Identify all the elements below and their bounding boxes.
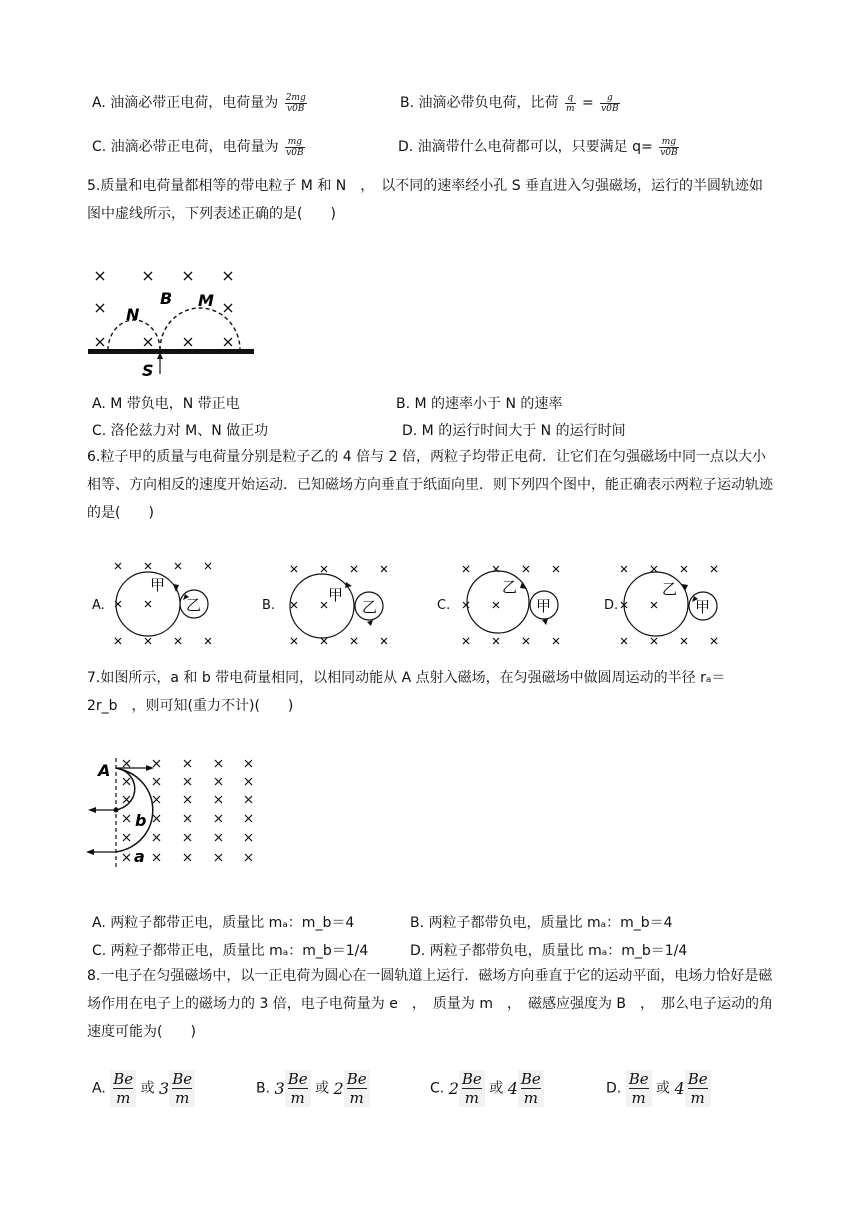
q8-option-a[interactable] (92, 1070, 195, 1107)
q8-d-frac1: $\frac{Be}{m}$ (626, 1070, 652, 1107)
q6-d-yi: 乙 (662, 580, 678, 598)
q5-option-c[interactable]: C. 洛伦兹力对 M、N 做正功 (92, 423, 269, 439)
q5-label-b: B (160, 289, 173, 308)
q8-b-frac1: $\frac{Be}{m}$ (285, 1070, 311, 1107)
q8-b-frac2: $\frac{Be}{m}$ (344, 1070, 370, 1107)
q8-d-frac2: $\frac{Be}{m}$ (685, 1070, 711, 1107)
q7-figure (86, 754, 266, 870)
q4-option-a-fraction: $\frac{2mg}{v0B}$ (285, 92, 306, 114)
q8-b-coef2: 2 (333, 1079, 344, 1098)
q5-option-d[interactable]: D. M 的运行时间大于 N 的运行时间 (402, 423, 626, 439)
q8-c-frac2: $\frac{Be}{m}$ (518, 1070, 544, 1107)
q5-stem: 5.质量和电荷量都相等的带电粒子 M 和 N ， 以不同的速率经小孔 S 垂直进入匀强磁场，运行的半圆轨迹如图中虚线所示，下列表述正确的是( ) (87, 178, 764, 222)
q6-b-jia: 甲 (328, 586, 344, 604)
q5-label-n: N (126, 305, 140, 324)
q8-a-frac1: $\frac{Be}{m}$ (110, 1070, 136, 1107)
q8-option-d[interactable] (606, 1070, 711, 1107)
q5-label-s: S (142, 361, 154, 380)
q4-option-b[interactable] (400, 92, 622, 114)
q6-stem: 6.粒子甲的质量与电荷量分别是粒子乙的 4 倍与 2 倍，两粒子均带正电荷．让它们在匀强磁场中同一点以大小相等、方向相反的速度开始运动．已知磁场方向垂直于纸面向里．则下列四个图中，能正确表示两粒子运动轨迹的是( ) (87, 449, 773, 521)
q7-label-a: a (134, 847, 145, 866)
q6-option-a-label[interactable]: A. (92, 598, 105, 613)
q6-figure-c[interactable] (456, 558, 572, 654)
q4-option-b-fraction-1: $\frac{q}{m}$ (565, 92, 575, 114)
q4-option-a[interactable] (92, 92, 309, 114)
q4-option-b-text: B. 油滴必带负电荷，比荷 (400, 95, 559, 111)
q7-option-a[interactable]: A. 两粒子都带正电，质量比 mₐ：m_b＝4 (92, 915, 355, 931)
q4-option-c-fraction: $\frac{mg}{v0B}$ (286, 136, 304, 158)
q8-option-c-label: C. (430, 1080, 445, 1097)
q8-d-or: 或 (656, 1080, 671, 1097)
q4-option-c-text: C. 油滴必带正电荷，电荷量为 (92, 139, 279, 155)
q7-option-b[interactable]: B. 两粒子都带负电，质量比 mₐ：m_b＝4 (410, 915, 673, 931)
q8-stem: 8.一电子在匀强磁场中，以一正电荷为圆心在一圆轨道上运行．磁场方向垂直于它的运动平面，电场力恰好是磁场作用在电子上的磁场力的 3 倍，电子电荷量为 e ， 质量为 m ， 磁感应强度为 B ， 那么电子运动的角速度可能为( ) (87, 968, 774, 1040)
q8-b-or: 或 (315, 1080, 330, 1097)
q8-c-or: 或 (489, 1080, 504, 1097)
q4-option-b-equals: = (581, 95, 594, 111)
q5-plate (88, 349, 254, 354)
q6-d-jia: 甲 (695, 598, 711, 616)
q8-b-coef1: 3 (274, 1079, 285, 1098)
q6-option-c-label[interactable]: C. (437, 598, 451, 613)
q6-a-jia: 甲 (150, 576, 166, 594)
q5-label-m: M (198, 291, 214, 310)
q7-stem: 7.如图所示，a 和 b 带电荷量相同，以相同动能从 A 点射入磁场，在匀强磁场中做圆周运动的半径 rₐ＝2r_b ，则可知(重力不计)( ) (87, 670, 726, 714)
q7-label-b: b (135, 811, 147, 830)
q6-option-d-label[interactable]: D. (604, 598, 619, 613)
q4-option-a-text: A. 油滴必带正电荷，电荷量为 (92, 95, 279, 111)
q8-option-d-label: D. (606, 1080, 622, 1097)
q8-option-c[interactable] (430, 1070, 544, 1107)
q5-path-m (160, 308, 240, 350)
q8-a-frac2: $\frac{Be}{m}$ (169, 1070, 195, 1107)
q5-option-b[interactable]: B. M 的速率小于 N 的速率 (396, 396, 563, 412)
q8-a-coef2: 3 (159, 1079, 170, 1098)
q5-option-a[interactable]: A. M 带负电，N 带正电 (92, 396, 240, 412)
q6-figure-d[interactable] (614, 558, 730, 654)
q7-option-d[interactable]: D. 两粒子都带负电，质量比 mₐ：m_b＝1/4 (410, 943, 688, 959)
q6-figure-a[interactable] (106, 558, 222, 654)
q4-option-b-fraction-2: $\frac{g}{v0B}$ (601, 92, 619, 114)
q4-option-d-fraction: $\frac{mg}{v0B}$ (660, 136, 678, 158)
q8-option-a-label: A. (92, 1080, 106, 1097)
q6-option-b-label[interactable]: B. (262, 598, 276, 613)
q8-a-or: 或 (140, 1080, 155, 1097)
q6-a-yi: 乙 (186, 596, 202, 614)
q4-option-d-text: D. 油滴带什么电荷都可以，只要满足 q= (398, 139, 653, 155)
q4-option-d[interactable] (398, 136, 681, 158)
q4-option-c[interactable] (92, 136, 307, 158)
q8-option-b-label: B. (256, 1080, 271, 1097)
q6-c-yi: 乙 (502, 578, 518, 596)
q7-label-A: A (98, 761, 111, 780)
q6-figure-b[interactable] (282, 558, 398, 654)
q8-option-b[interactable] (256, 1070, 370, 1107)
q7-option-c[interactable]: C. 两粒子都带正电，质量比 mₐ：m_b＝1/4 (92, 943, 369, 959)
q7-path-a (116, 768, 153, 852)
q8-c-coef1: 2 (448, 1079, 459, 1098)
q5-figure (86, 266, 258, 382)
q8-c-frac1: $\frac{Be}{m}$ (459, 1070, 485, 1107)
q8-c-coef2: 4 (507, 1079, 518, 1098)
q6-c-jia: 甲 (536, 597, 552, 615)
q8-d-coef2: 4 (674, 1079, 685, 1098)
q6-b-yi: 乙 (362, 598, 378, 616)
